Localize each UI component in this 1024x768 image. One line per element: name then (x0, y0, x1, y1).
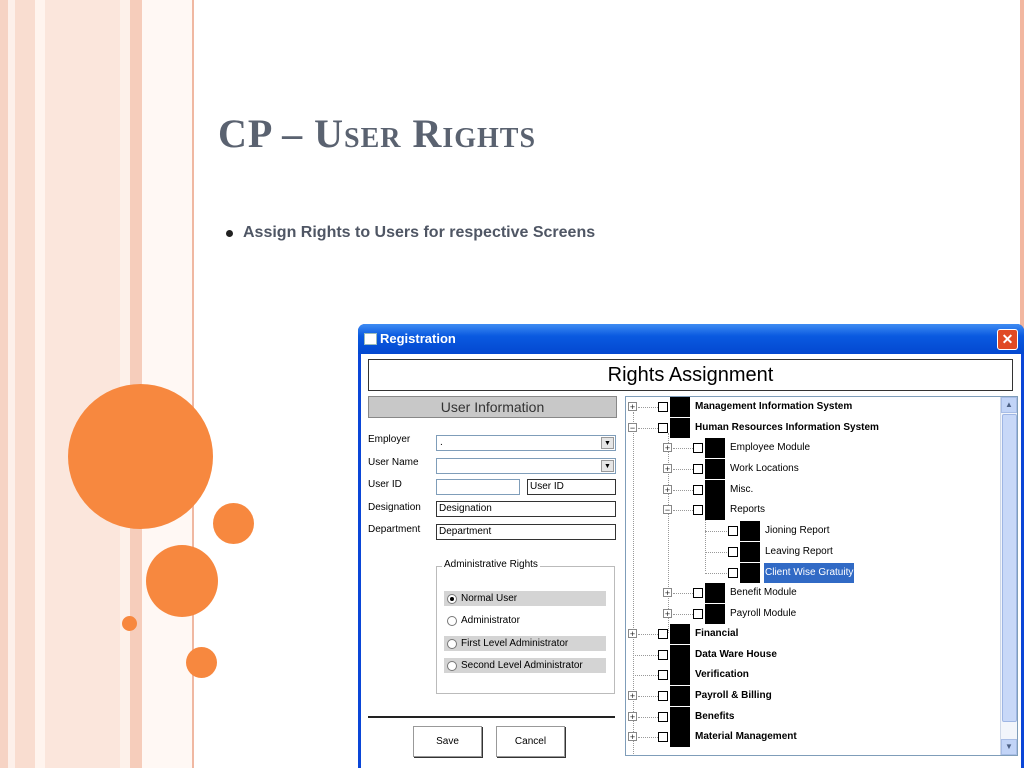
checkbox[interactable] (658, 650, 668, 660)
tree-node-label: Misc. (730, 484, 754, 495)
radio-icon[interactable] (447, 616, 457, 626)
user-id-label: User ID (368, 479, 402, 490)
registration-window (358, 324, 1024, 768)
tree-guide-line (668, 433, 669, 633)
checkbox[interactable] (658, 402, 668, 412)
scrollbar-thumb[interactable] (1002, 414, 1017, 722)
tree-node-label: Data Ware House (695, 649, 777, 660)
folder-icon (670, 707, 690, 727)
user-name-combo[interactable] (436, 458, 616, 474)
folder-icon (705, 459, 725, 479)
tree-node-label: Leaving Report (765, 546, 833, 557)
decor-circle-small-2 (186, 647, 217, 678)
window-title: Registration (380, 331, 456, 346)
checkbox[interactable] (693, 505, 703, 515)
tree-node-label: Human Resources Information System (695, 422, 879, 433)
decor-stripe (45, 0, 120, 768)
tree-connector (638, 407, 660, 408)
arrow-up-icon[interactable]: ▲ (1001, 397, 1017, 413)
radio-label: Second Level Administrator (461, 660, 583, 671)
expand-icon[interactable]: + (629, 691, 636, 701)
user-information-header: User Information (368, 396, 617, 418)
decor-stripe (0, 0, 8, 768)
checkbox[interactable] (658, 423, 668, 433)
folder-icon (740, 563, 760, 583)
tree-connector (633, 655, 660, 656)
decor-circle-small (213, 503, 254, 544)
tree-node-label: Employee Module (730, 442, 811, 453)
tree-connector (673, 469, 695, 470)
window-icon (364, 333, 377, 345)
tree-node-label: Benefit Module (730, 587, 797, 598)
tree-node-label: Material Management (695, 731, 797, 742)
employer-combo[interactable] (436, 435, 616, 451)
bullet-icon (226, 230, 233, 237)
window-client-area (361, 354, 1021, 768)
administrative-rights-title: Administrative Rights (444, 559, 538, 570)
tree-guide-line (633, 412, 634, 756)
radio-selected-icon[interactable] (447, 594, 457, 604)
radio-label: Normal User (461, 593, 518, 604)
folder-icon (670, 727, 690, 747)
user-id-field[interactable] (436, 479, 520, 495)
tree-node-label: Management Information System (695, 401, 853, 412)
user-id-display[interactable]: User ID (527, 479, 616, 495)
expand-icon[interactable]: + (664, 609, 671, 619)
close-button[interactable]: ✕ (997, 329, 1018, 350)
collapse-icon[interactable]: − (664, 505, 671, 515)
decor-circle-large (68, 384, 213, 529)
arrow-down-icon[interactable]: ▼ (1001, 739, 1017, 755)
folder-icon (705, 583, 725, 603)
decor-stripe (35, 0, 45, 768)
tree-node-label: Payroll & Billing (695, 690, 772, 701)
tree-connector (673, 614, 695, 615)
decor-stripe (8, 0, 15, 768)
employer-value: . (440, 437, 443, 448)
expand-icon[interactable]: + (629, 712, 636, 722)
checkbox[interactable] (693, 485, 703, 495)
slide-title: CP – User Rights (218, 111, 537, 156)
folder-icon (740, 521, 760, 541)
tree-node-label: Payroll Module (730, 608, 797, 619)
rights-assignment-heading: Rights Assignment (368, 359, 1013, 391)
expand-icon[interactable]: + (629, 402, 636, 412)
designation-field[interactable]: Designation (436, 501, 616, 517)
checkbox[interactable] (658, 712, 668, 722)
decor-stripe (15, 0, 35, 768)
tree-connector (638, 634, 660, 635)
checkbox[interactable] (658, 629, 668, 639)
expand-icon[interactable]: + (664, 485, 671, 495)
folder-icon (705, 604, 725, 624)
tree-connector (638, 696, 660, 697)
tree-connector (638, 717, 660, 718)
checkbox[interactable] (658, 732, 668, 742)
tree-connector (638, 428, 660, 429)
radio-normal-user[interactable] (444, 591, 606, 606)
folder-icon (670, 397, 690, 417)
radio-label: First Level Administrator (461, 638, 569, 649)
tree-node-label: Verification (695, 669, 749, 680)
department-label: Department (368, 524, 421, 535)
radio-second-level-admin[interactable] (444, 658, 606, 673)
user-name-label: User Name (368, 457, 419, 468)
tree-node-label: Work Locations (730, 463, 799, 474)
tree-connector (633, 675, 660, 676)
checkbox[interactable] (728, 568, 738, 578)
checkbox[interactable] (658, 670, 668, 680)
tree-node-label: Benefits (695, 711, 735, 722)
separator-line (368, 716, 615, 718)
checkbox[interactable] (693, 464, 703, 474)
tree-node-label: Client Wise Gratuity (764, 563, 854, 583)
folder-icon (740, 542, 760, 562)
tree-node-label: Reports (730, 504, 766, 515)
tree-guide-line (705, 515, 706, 571)
checkbox[interactable] (728, 547, 738, 557)
employer-label: Employer (368, 434, 411, 445)
tree-connector (705, 573, 727, 574)
expand-icon[interactable]: + (664, 588, 671, 598)
checkbox[interactable] (728, 526, 738, 536)
radio-icon[interactable] (447, 639, 457, 649)
checkbox[interactable] (693, 443, 703, 453)
tree-connector (705, 531, 727, 532)
checkbox[interactable] (693, 609, 703, 619)
folder-icon (670, 686, 690, 706)
radio-icon[interactable] (447, 661, 457, 671)
slide-bullet: Assign Rights to Users for respective Screens (243, 224, 596, 241)
tree-connector (673, 510, 695, 511)
expand-icon[interactable]: + (629, 732, 636, 742)
tree-scrollbar[interactable] (1000, 397, 1017, 755)
tree-connector (673, 593, 695, 594)
tree-connector (673, 490, 695, 491)
tree-connector (673, 448, 695, 449)
tree-connector (705, 552, 727, 553)
designation-label: Designation (368, 502, 421, 513)
tree-connector (638, 737, 660, 738)
save-button[interactable]: Save (413, 726, 482, 757)
tree-node-label: Jioning Report (765, 525, 830, 536)
administrative-rights-group (436, 559, 615, 694)
expand-icon[interactable]: + (664, 443, 671, 453)
cancel-button[interactable]: Cancel (496, 726, 565, 757)
folder-icon (705, 500, 725, 520)
decor-circle-medium (146, 545, 218, 617)
folder-icon (705, 438, 725, 458)
collapse-icon[interactable]: − (629, 423, 636, 433)
rights-tree[interactable] (625, 396, 1018, 756)
checkbox[interactable] (658, 691, 668, 701)
radio-label: Administrator (461, 615, 520, 626)
folder-icon (705, 480, 725, 500)
department-field[interactable]: Department (436, 524, 616, 540)
decor-circle-tiny (122, 616, 137, 631)
chevron-down-icon[interactable]: ▼ (601, 460, 614, 472)
chevron-down-icon[interactable]: ▼ (601, 437, 614, 449)
checkbox[interactable] (693, 588, 703, 598)
folder-icon (670, 418, 690, 438)
folder-icon (670, 624, 690, 644)
folder-icon (670, 645, 690, 665)
tree-node-label: Financial (695, 628, 739, 639)
window-titlebar[interactable] (358, 324, 1024, 354)
radio-administrator[interactable] (444, 613, 606, 628)
expand-icon[interactable]: + (664, 464, 671, 474)
expand-icon[interactable]: + (629, 629, 636, 639)
folder-icon (670, 665, 690, 685)
radio-first-level-admin[interactable] (444, 636, 606, 651)
